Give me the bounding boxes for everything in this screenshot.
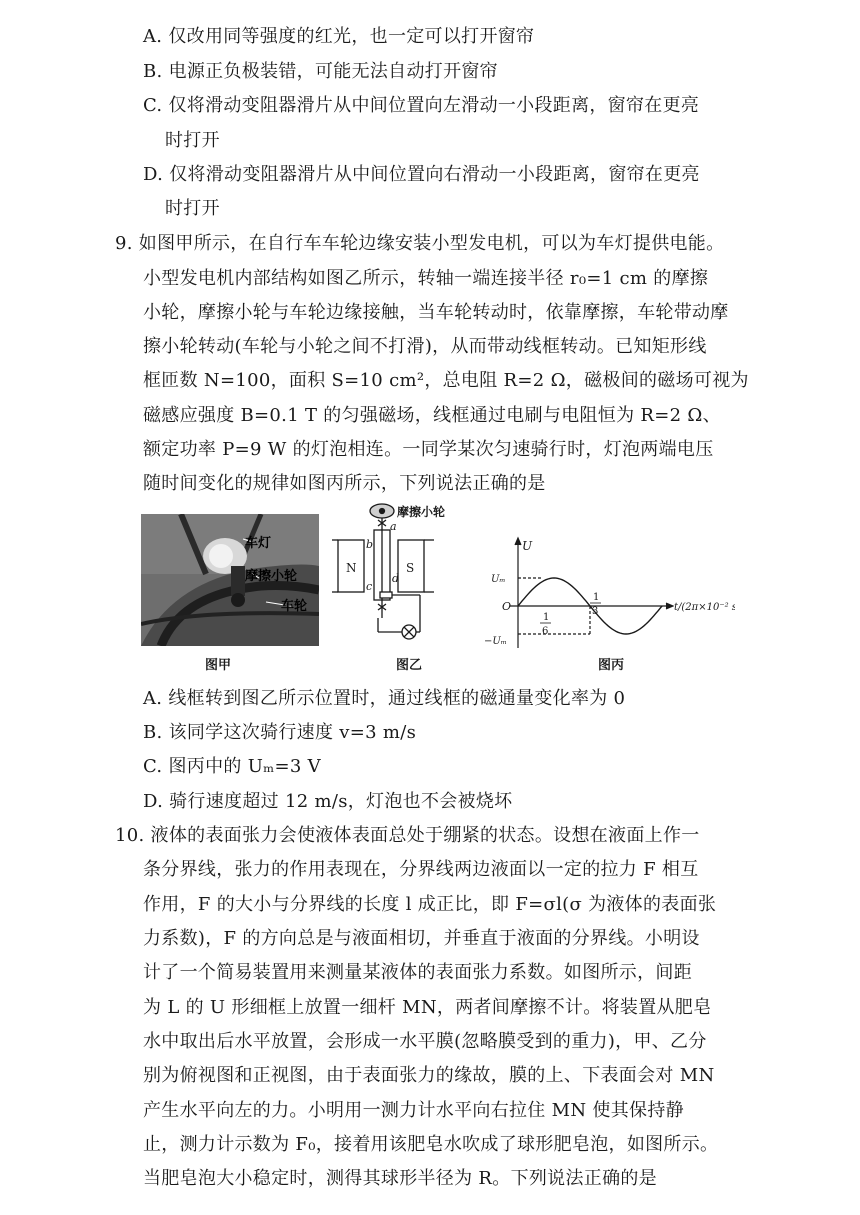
q9-option-a: A. 线框转到图乙所示位置时，通过线框的磁通量变化率为 0 [143,688,626,709]
yi-label-d: d [392,572,400,585]
yi-label-b: b [366,538,374,551]
bing-tick1-den: 6 [542,626,549,637]
figure-yi-caption: 图乙 [396,658,423,673]
q8-option-c-cont: 时打开 [165,130,220,151]
bing-tick1-num: 1 [543,612,550,623]
q10-line-11: 当肥皂泡大小稳定时，测得其球形半径为 R。下列说法正确的是 [143,1168,657,1189]
q10-line-8: 别为俯视图和正视图，由于表面张力的缘故，膜的上、下表面会对 MN [143,1065,715,1086]
q9-line-4: 擦小轮转动(车轮与小轮之间不打滑)，从而带动线框转动。已知矩形线 [143,336,707,357]
figure-bing-caption: 图丙 [598,658,625,673]
bing-tick2-den: 3 [592,606,599,617]
q8-option-c: C. 仅将滑动变阻器滑片从中间位置向左滑动一小段距离，窗帘在更亮 [143,95,700,116]
bing-ylabel: U [522,539,533,553]
bing-tick2-num: 1 [593,592,600,603]
q9-line-7: 额定功率 P=9 W 的灯泡相连。一同学某次匀速骑行时，灯泡两端电压 [143,439,714,460]
q9-line-8: 随时间变化的规律如图丙所示，下列说法正确的是 [143,473,546,494]
q8-option-a: A. 仅改用同等强度的红光，也一定可以打开窗帘 [143,26,535,47]
yi-pole-n: N [346,561,357,575]
q9-line-2: 小型发电机内部结构如图乙所示，转轴一端连接半径 r₀=1 cm 的摩擦 [143,268,709,289]
q10-line-5: 计了一个简易装置用来测量某液体的表面张力系数。如图所示，间距 [143,962,692,983]
yi-label-c: c [366,580,373,593]
jia-label-wheel: 车轮 [281,599,308,614]
q10-line-1: 10. 液体的表面张力会使液体表面总处于绷紧的状态。设想在液面上作一 [115,825,700,846]
q10-line-2: 条分界线，张力的作用表现在，分界线两边液面以一定的拉力 F 相互 [143,859,699,880]
figure-jia-caption: 图甲 [205,658,232,673]
figure-yi-diagram [330,500,490,650]
q9-line-6: 磁感应强度 B=0.1 T 的匀强磁场，线框通过电刷与电阻恒为 R=2 Ω、 [143,405,721,426]
jia-label-lamp: 车灯 [245,536,272,551]
q10-line-7: 水中取出后水平放置，会形成一水平膜(忽略膜受到的重力)，甲、乙分 [143,1031,707,1052]
figure-jia-photo [141,514,319,646]
q8-option-d-cont: 时打开 [165,198,220,219]
q8-option-d: D. 仅将滑动变阻器滑片从中间位置向右滑动一小段距离，窗帘在更亮 [143,164,700,185]
yi-label-a: a [390,520,397,533]
q10-line-4: 力系数)，F 的方向总是与液面相切，并垂直于液面的分界线。小明设 [143,928,700,949]
q9-line-1: 9. 如图甲所示，在自行车车轮边缘安装小型发电机，可以为车灯提供电能。 [115,233,725,254]
q9-line-3: 小轮，摩擦小轮与车轮边缘接触，当车轮转动时，依靠摩擦，车轮带动摩 [143,302,729,323]
bing-um-label: Uₘ [491,574,506,585]
bing-neg-um-label: −Uₘ [484,636,507,647]
q10-line-6: 为 L 的 U 形细框上放置一细杆 MN，两者间摩擦不计。将装置从肥皂 [143,997,712,1018]
q10-line-10: 止，测力计示数为 F₀，接着用该肥皂水吹成了球形肥皂泡，如图所示。 [143,1134,719,1155]
q9-option-c: C. 图丙中的 Uₘ=3 V [143,756,321,777]
bing-xlabel: t/(2π×10⁻² s) [674,602,735,613]
q9-option-b: B. 该同学这次骑行速度 v=3 m/s [143,722,417,743]
figure-bing-graph [480,536,735,654]
yi-label-roller: 摩擦小轮 [397,505,446,519]
yi-pole-s: S [406,561,415,575]
q9-line-5: 框匝数 N=100，面积 S=10 cm²，总电阻 R=2 Ω，磁极间的磁场可视为 [143,370,749,391]
q8-option-b: B. 电源正负极装错，可能无法自动打开窗帘 [143,61,498,82]
bing-origin: O [502,600,512,613]
q10-line-3: 作用，F 的大小与分界线的长度 l 成正比，即 F=σl(σ 为液体的表面张 [143,894,717,915]
q10-line-9: 产生水平向左的力。小明用一测力计水平向右拉住 MN 使其保持静 [143,1100,684,1121]
q9-option-d: D. 骑行速度超过 12 m/s，灯泡也不会被烧坏 [143,791,513,812]
jia-label-roller: 摩擦小轮 [245,569,298,584]
